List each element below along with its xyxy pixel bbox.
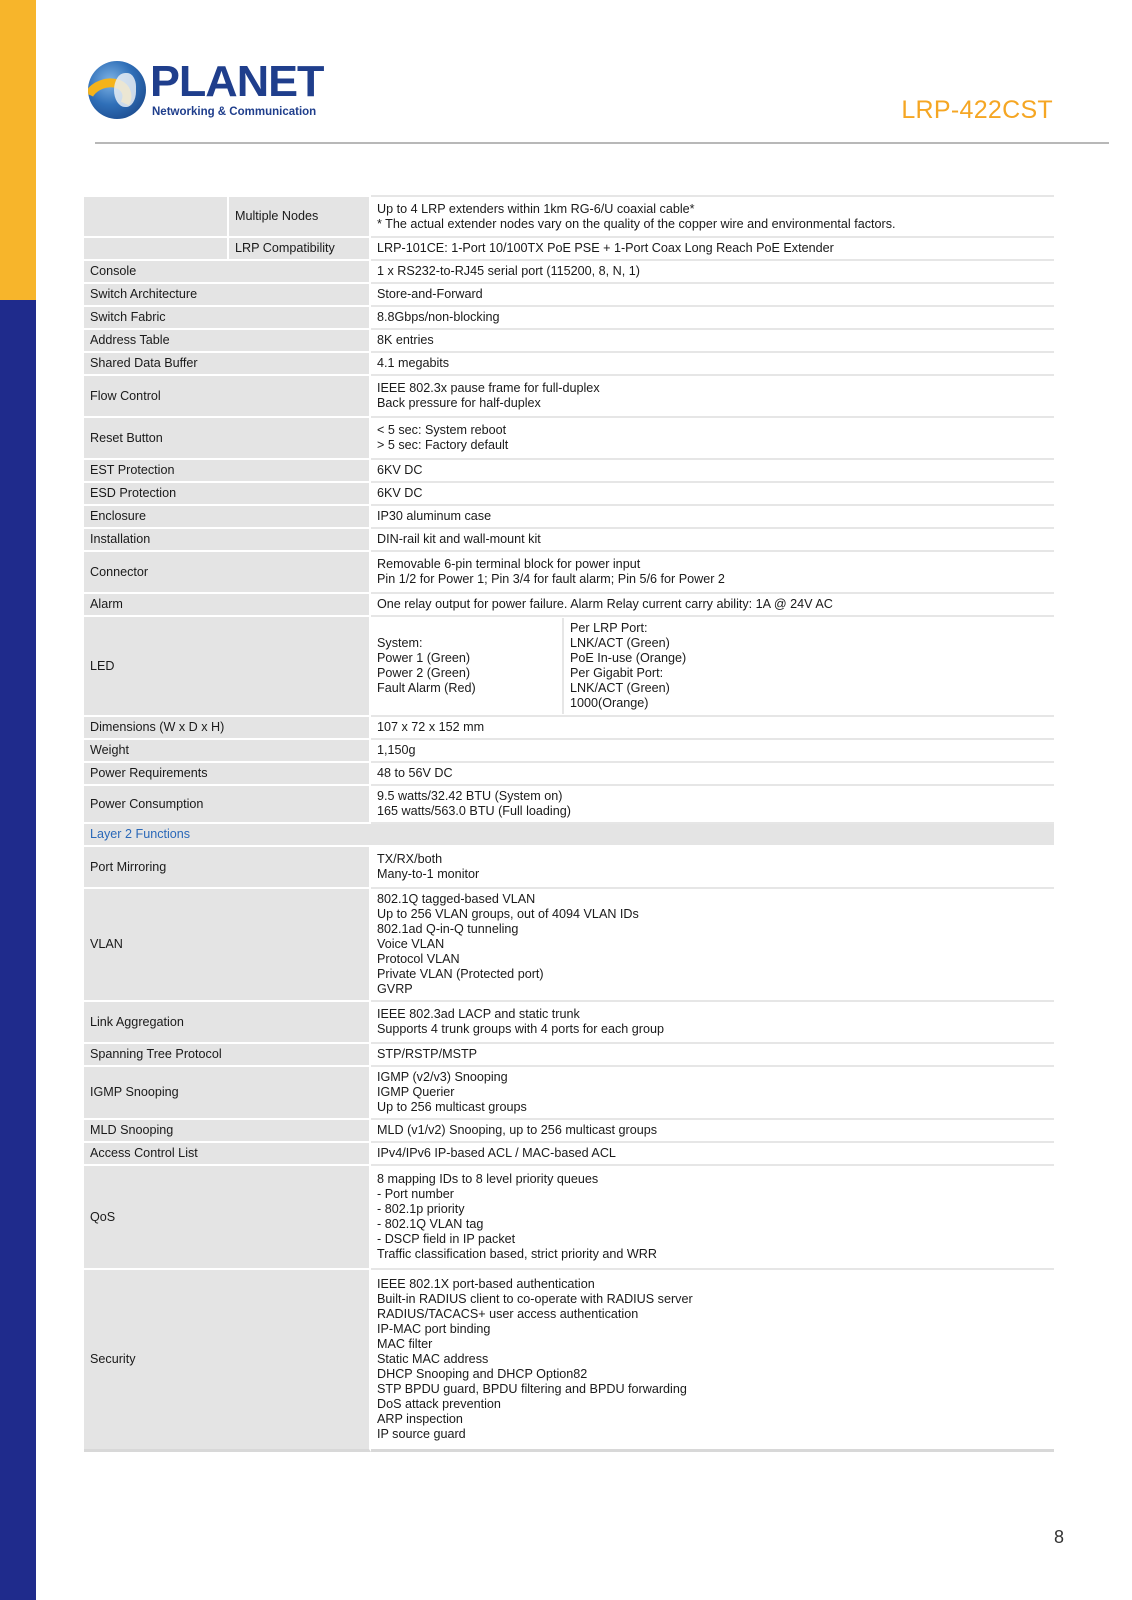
- spec-label: Weight: [84, 740, 371, 763]
- spec-label: Security: [84, 1270, 371, 1452]
- spec-row-flow-control: [84, 376, 1054, 418]
- spec-row-esd: [84, 483, 1054, 506]
- spec-value: IEEE 802.1X port-based authentication Built-in RADIUS client to co-operate with RADIUS server RADIUS/TACACS+ user access authentication IP-MAC port binding MAC filter Static MAC address DHCP Snooping and DHCP Option82 STP BPDU guard, BPDU filtering and BPDU forwarding DoS attack prevention ARP inspection IP source guard: [371, 1270, 1054, 1452]
- spec-value: 802.1Q tagged-based VLAN Up to 256 VLAN groups, out of 4094 VLAN IDs 802.1ad Q-in-Q tunneling Voice VLAN Protocol VLAN Private VLAN (Protected port) GVRP: [371, 889, 1054, 1002]
- spec-group-blank: [84, 238, 229, 261]
- spec-row-security: [84, 1270, 1054, 1452]
- spec-value: One relay output for power failure. Alarm Relay current carry ability: 1A @ 24V AC: [371, 594, 1054, 617]
- spec-value: IPv4/IPv6 IP-based ACL / MAC-based ACL: [371, 1143, 1054, 1166]
- spec-row-switch-arch: [84, 284, 1054, 307]
- spec-row-switch-fabric: [84, 307, 1054, 330]
- spec-group-blank: [84, 195, 229, 238]
- spec-value: 1,150g: [371, 740, 1054, 763]
- spec-label: QoS: [84, 1166, 371, 1270]
- spec-value: Removable 6-pin terminal block for power input Pin 1/2 for Power 1; Pin 3/4 for fault alarm; Pin 5/6 for Power 2: [371, 552, 1054, 594]
- spec-row-link-agg: [84, 1002, 1054, 1044]
- spec-row-qos: [84, 1166, 1054, 1270]
- spec-value: Up to 4 LRP extenders within 1km RG-6/U coaxial cable* * The actual extender nodes vary on the quality of the copper wire and environmental factors.: [371, 195, 1054, 238]
- spec-label: Multiple Nodes: [229, 195, 371, 238]
- spec-label: Switch Fabric: [84, 307, 371, 330]
- spec-value: 8 mapping IDs to 8 level priority queues - Port number - 802.1p priority - 802.1Q VLAN tag - DSCP field in IP packet Traffic classification based, strict priority and WRR: [371, 1166, 1054, 1270]
- logo-brand-text: PLANET: [150, 57, 324, 106]
- spec-label: Power Requirements: [84, 763, 371, 786]
- spec-value: MLD (v1/v2) Snooping, up to 256 multicast groups: [371, 1120, 1054, 1143]
- spec-label: LED: [84, 617, 371, 717]
- spec-value: 6KV DC: [371, 483, 1054, 506]
- planet-logo: [86, 58, 326, 128]
- spec-row-connector: [84, 552, 1054, 594]
- spec-label: Access Control List: [84, 1143, 371, 1166]
- spec-row-shared-buffer: [84, 353, 1054, 376]
- spec-row-installation: [84, 529, 1054, 552]
- spec-row-address-table: [84, 330, 1054, 353]
- spec-value: 48 to 56V DC: [371, 763, 1054, 786]
- globe-icon: [88, 61, 146, 119]
- spec-row-console: [84, 261, 1054, 284]
- spec-row-alarm: [84, 594, 1054, 617]
- spec-label: ESD Protection: [84, 483, 371, 506]
- led-system-column: System: Power 1 (Green) Power 2 (Green) Fault Alarm (Red): [371, 618, 564, 714]
- spec-label: Shared Data Buffer: [84, 353, 371, 376]
- side-bar-blue: [0, 300, 36, 1600]
- page-number: 8: [1053, 1527, 1064, 1547]
- spec-table: [84, 195, 1054, 1452]
- spec-label: Link Aggregation: [84, 1002, 371, 1044]
- spec-label: Dimensions (W x D x H): [84, 717, 371, 740]
- spec-row-multiple-nodes: [84, 195, 1054, 238]
- spec-row-enclosure: [84, 506, 1054, 529]
- spec-value: 8.8Gbps/non-blocking: [371, 307, 1054, 330]
- spec-row-reset-button: [84, 418, 1054, 460]
- spec-label: Power Consumption: [84, 786, 371, 824]
- spec-label: Flow Control: [84, 376, 371, 418]
- spec-value: TX/RX/both Many-to-1 monitor: [371, 847, 1054, 889]
- led-port-column: Per LRP Port: LNK/ACT (Green) PoE In-use (Orange) Per Gigabit Port: LNK/ACT (Green) 1000(Orange): [570, 621, 687, 710]
- side-bar-yellow: [0, 0, 36, 300]
- spec-value: 6KV DC: [371, 460, 1054, 483]
- spec-value: < 5 sec: System reboot > 5 sec: Factory default: [371, 418, 1054, 460]
- model-title: LRP-422CST: [901, 96, 1053, 124]
- spec-value: 4.1 megabits: [371, 353, 1054, 376]
- spec-value: 9.5 watts/32.42 BTU (System on) 165 watts/563.0 BTU (Full loading): [371, 786, 1054, 824]
- spec-row-mld: [84, 1120, 1054, 1143]
- spec-label: VLAN: [84, 889, 371, 1002]
- spec-value: 8K entries: [371, 330, 1054, 353]
- side-color-bar: [0, 0, 36, 1600]
- spec-label: Switch Architecture: [84, 284, 371, 307]
- spec-label: Reset Button: [84, 418, 371, 460]
- header-divider: [95, 142, 1109, 144]
- spec-row-acl: [84, 1143, 1054, 1166]
- spec-value: IEEE 802.3ad LACP and static trunk Supports 4 trunk groups with 4 ports for each group: [371, 1002, 1054, 1044]
- spec-value: STP/RSTP/MSTP: [371, 1044, 1054, 1067]
- spec-label: Console: [84, 261, 371, 284]
- spec-row-power-cons: [84, 786, 1054, 824]
- logo-tagline: Networking & Communication: [152, 106, 317, 118]
- spec-label: EST Protection: [84, 460, 371, 483]
- spec-row-stp: [84, 1044, 1054, 1067]
- spec-row-weight: [84, 740, 1054, 763]
- spec-row-power-req: [84, 763, 1054, 786]
- spec-row-led: [84, 617, 1054, 717]
- spec-label: LRP Compatibility: [229, 238, 371, 261]
- spec-value: [371, 617, 1054, 717]
- spec-value: IEEE 802.3x pause frame for full-duplex Back pressure for half-duplex: [371, 376, 1054, 418]
- spec-value: DIN-rail kit and wall-mount kit: [371, 529, 1054, 552]
- spec-label: Installation: [84, 529, 371, 552]
- spec-label: Connector: [84, 552, 371, 594]
- spec-label: Enclosure: [84, 506, 371, 529]
- spec-label: Alarm: [84, 594, 371, 617]
- spec-label: Spanning Tree Protocol: [84, 1044, 371, 1067]
- spec-value: IP30 aluminum case: [371, 506, 1054, 529]
- section-header-layer2: [84, 824, 1054, 847]
- spec-row-est: [84, 460, 1054, 483]
- spec-label: MLD Snooping: [84, 1120, 371, 1143]
- spec-row-port-mirroring: [84, 847, 1054, 889]
- spec-label: IGMP Snooping: [84, 1067, 371, 1120]
- spec-value: 1 x RS232-to-RJ45 serial port (115200, 8, N, 1): [371, 261, 1054, 284]
- spec-label: Port Mirroring: [84, 847, 371, 889]
- spec-row-igmp: [84, 1067, 1054, 1120]
- spec-value: 107 x 72 x 152 mm: [371, 717, 1054, 740]
- spec-label: Address Table: [84, 330, 371, 353]
- spec-row-dimensions: [84, 717, 1054, 740]
- spec-value: Store-and-Forward: [371, 284, 1054, 307]
- spec-row-vlan: [84, 889, 1054, 1002]
- spec-value: IGMP (v2/v3) Snooping IGMP Querier Up to 256 multicast groups: [371, 1067, 1054, 1120]
- section-title: Layer 2 Functions: [84, 824, 1054, 847]
- spec-row-lrp-compat: [84, 238, 1054, 261]
- spec-value: LRP-101CE: 1-Port 10/100TX PoE PSE + 1-Port Coax Long Reach PoE Extender: [371, 238, 1054, 261]
